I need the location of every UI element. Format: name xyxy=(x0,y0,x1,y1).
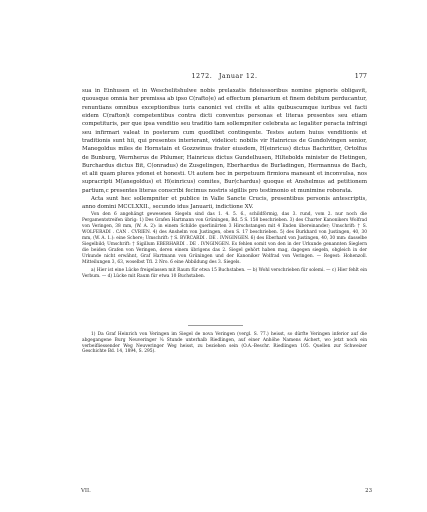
seal-description-note: Von den 6 angehängt gewesenen Siegeln sind das 1. 4. 5. 6., schildförmig, das 3. rund, vom 2. nur noch die Pergamentstreifen übrig: 1) Des Grafen Hartmann von Grüningen, Bd. 5 S. 158 beschrieben. 3) des Charter Kanonikers Wolfrad von Veringen, 38 mm, (W. A. 2): in einem Schilde querliniirten 3 Hirschstangen mit 4 Enden übereinander; Umschrift: † S. WOLFERADI . CAN . CVRIEN. 4) des Anshelm von Justingen, oben S. 17 beschrieben. 5) des Burkhard von Justingen, 40, 30 mm, (W. A. 1.): eine Schere; Umschrift: † S. BVRCARDI . DE . IVNGINGEN. 6) des Eberhard von Justingen, 40, 30 mm: dasselbe Siegelbild; Umschrift: † Sigillum EBERHARDI . DE . IVNGINGEN. Es fehlen somit von den in der Urkunde genannten Sieglern die beiden Grafen von Veringen, deren einem übrigens das 2. Siegel gehört haben mag, dagegen siegeln, obgleich in der Urkunde nicht erwähnt, Graf Hartmann von Grüningen und der Kanoniker Wolfrad von Veringen. — Regest: Hohenzoll. Mitteilungen 3, 63, woselbst Tfl. 2 Nro. 6 eine Abbildung des 3. Siegels. xyxy=(82,212,367,265)
page-header xyxy=(82,70,367,82)
running-head xyxy=(82,70,367,82)
footnote: 1) Da Graf Heinrich von Veringen im Siegel de nova Veringen (vergl. S. 77.) heisst, so dürfte Veringen inferior auf die abgegangene Burg Neuveringer ¼ Stunde unterhalb Riedlingen, auf einer Anhöhe Namens Aichert, wo jetzt noch ein verbeifliessender Weg Neuveringer Weg heisst, zu beziehen sein (O.A.-Beschr. Riedlingen 105. Quellen zur Schweizer Geschichte Bd. 14, 1894, S. 295). xyxy=(82,331,367,355)
charter-text xyxy=(82,87,367,212)
sheet-number: 23 xyxy=(365,488,372,494)
header-year: 1272. xyxy=(191,72,213,80)
textual-apparatus-note: a) Hier ist eine Lücke freigelassen mit Raum für etwa 15 Buchstaben. — b) Wohl verschrieben für solemi. — c) Hier fehlt ein Verbum. — d) Lücke mit Raum für etwa 10 Buchstaben. xyxy=(82,268,367,279)
document-body xyxy=(82,87,367,280)
charter-dating-clause: Acta sunt hec sollempniter et publice in Valle Sancte Crucis, presentibus personis antescriptis, anno domini MCCLXXII., secundo idus Januarii, indictione XV. xyxy=(82,196,367,211)
footnote-divider xyxy=(188,325,243,326)
page-footer xyxy=(81,487,372,495)
footnote-container xyxy=(82,332,367,356)
editorial-notes xyxy=(82,212,367,279)
header-date: Januar 12. xyxy=(218,72,258,80)
page-number: 177 xyxy=(354,72,367,80)
signature-mark: VII. xyxy=(81,488,91,494)
charter-paragraph: sua in Einhusen et in Weschelitshulwe nobis prelaxatis fideiussoribus nomine pignoris obligavit, quousque omnia her premissa ab ipso C(rafto)e) ad effectum plenarium et finem debitum perducantur, renuntians omnibus exceptionibus iuris canonici vel civilis et aliis quibuscumque iuribus vel facti eidem C(rafton)i competentibus contra dicti conventus personas et literas presentes seu etiam competituris, per que ipsa venditio seu traditio tam sollempniter celebrata ac legaliter peracta infringi seu infirmari valeat in posterum cum quodlibet contingente. Testes autem huius venditionis et traditionis sunt hii, qui presentes interierant, videlicet: nobilis vir Hainricus de Gundolvingen senior, Manegoldus miles de Hornstain et Gozzwinus frater eiusdem, H(einricus) dictus Bachritter, Ortolfus de Bunburg, Wernherus de Phlumer, Hainricus dictus Gundelhusen, Hiltebolds minister de Hetingen, Burchardus dictus Bit, C(onradus) de Zusgelingen, Eberhardus de Burladingen, Hermannus de Bach, et alii quam plures ydonei et honesti. Ut autem hec in perpetuum firmiora maneant et inconvulsa, nos supracripti M(anegoldus) et H(einricus) comites, Bur(chardus) quoque et Anshelmus ad petitionem partium,c presentes literas conscribi fecimus nostris sigillis pro testimonio et munimine roborata. xyxy=(82,88,367,194)
footnote-block xyxy=(82,331,367,355)
